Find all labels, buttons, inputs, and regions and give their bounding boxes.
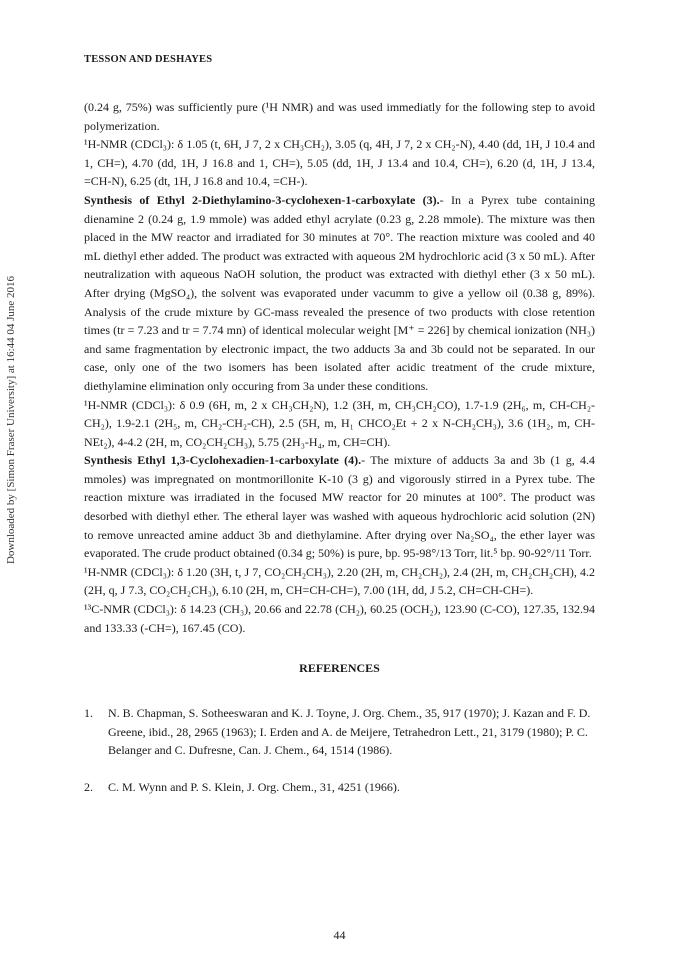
references-title: REFERENCES [299, 661, 380, 675]
references-list [84, 704, 595, 814]
reference-text: N. B. Chapman, S. Sotheeswaran and K. J. Toyne, J. Org. Chem., 35, 917 (1970); J. Kazan and F. D. Greene, ibid., 28, 2965 (1963); I. Erden and A. de Meijere, Tetrahedron Lett., 21, 3179 (1980); P. C. Belanger and C. Dufresne, Can. J. Chem., 64, 1514 (1986). [108, 706, 591, 758]
reference-number: 1. [84, 706, 93, 720]
download-note-text: Downloaded by [Simon Fraser University] at 16:44 04 June 2016 [5, 275, 17, 565]
paragraph-nmr-3: ¹H-NMR (CDCl₃): δ 0.9 (6H, m, 2 x CH₃CH₂N), 1.2 (3H, m, CH₃CH₂CO), 1.7-1.9 (2H₆, m, CH-CH₂-CH₂), 1.9-2.1 (2H₅, m, CH₂-CH₂-CH), 2.5 (5H, m, H₁ CHCO₂Et + 2 x N-CH₂CH₃), 3.6 (1H₂, m, CH-NEt₂), 4-4.2 (2H, m, CO₂CH₂CH₃), 5.75 (2H₃-H₄, m, CH=CH). [84, 397, 595, 449]
text-synthesis-3: - In a Pyrex tube containing dienamine 2 (0.24 g, 1.9 mmole) was added ethyl acrylate (0.23 g, 2.28 mmole). The mixture was then placed in the MW reactor and irradiated for 30 minutes at 70°. The reaction mixture was cooled and 40 mL diethyl ether added. The product was extracted with aqueous 2M hydrochloric acid (3 x 50 mL). After neutralization with aqueous NaOH solution, the product was extracted with diethyl ether (3 x 50 mL). After drying (MgSO₄), the solvent was evaporated under vacumm to give a yellow oil (0.38 g, 89%). Analysis of the crude mixture by GC-mass revealed the presence of two products with close retention times (tr = 7.23 and tr = 7.74 mn) of identical molecular weight [M⁺ = 226] by chemical ionization (NH₃) and same fragmentation by electronic impact, the two adducts 3a and 3b could not be separated. In our case, only one of the two isomers has been isolated after acidic treatment of the crude mixture, diethylamine elimination only occuring from 3a under these conditions. [84, 192, 596, 393]
paragraph-cnmr-4: ¹³C-NMR (CDCl₃): δ 14.23 (CH₃), 20.66 and 22.78 (CH₂), 60.25 (OCH₂), 123.90 (C-CO), 127.35, 132.94 and 133.33 (-CH=), 167.45 (CO). [84, 602, 595, 635]
reference-text: C. M. Wynn and P. S. Klein, J. Org. Chem., 31, 4251 (1966). [108, 779, 400, 794]
paragraph-hnmr-4: ¹H-NMR (CDCl₃): δ 1.20 (3H, t, J 7, CO₂CH₂CH₃), 2.20 (2H, m, CH₂CH₂), 2.4 (2H, m, CH₂CH₂CH), 4.2 (2H, q, J 7.3, CO₂CH₂CH₃), 6.10 (2H, m, CH=CH-CH=), 7.00 (1H, dd, J 5.2, CH=CH-CH=). [84, 564, 595, 598]
paragraph-nmr-dienamine: ¹H-NMR (CDCl₃): δ 1.05 (t, 6H, J 7, 2 x CH₃CH₂), 3.05 (q, 4H, J 7, 2 x CH₂-N), 4.40 (dd, 1H, J 10.4 and 1, CH=), 4.70 (dd, 1H, J 16.8 and 1, CH=), 5.05 (dd, 1H, J 13.4 and 10.4, CH=), 6.20 (d, 1H, J 13.4, =CH-N), 6.25 (dt, 1H, J 16.8 and 10.4, =CH-). [84, 137, 595, 189]
page-number: 44 [333, 928, 346, 942]
paragraph-yield: (0.24 g, 75%) was sufficiently pure (¹H NMR) and was used immediatly for the following step to avoid polymerization. [84, 100, 595, 133]
article-body [84, 98, 595, 637]
text-synthesis-4: - The mixture of adducts 3a and 3b (1 g, 4.4 mmoles) was impregnated on montmorillonite K-10 (3 g) and vigorously stirred in a Pyrex tube. The reaction mixture was irradiated in the focused MW reactor for 20 minutes at 100°. The product was desorbed with diethyl ether. The etheral layer was washed with aqueous hydrochloric acid solution (2N) to remove unreacted amine adduct 3b and diethylamine. After drying over Na₂SO₄, the ether layer was evaporated. The crude product obtained (0.34 g; 50%) is pure, bp. 95-98°/13 Torr, lit.⁵ bp. 90-92°/11 Torr. [84, 453, 595, 561]
download-note [2, 140, 20, 700]
reference-item [84, 778, 595, 797]
paragraph-synthesis-4 [84, 451, 595, 563]
running-head: TESSON AND DESHAYES [84, 54, 213, 65]
heading-synthesis-3: Synthesis of Ethyl 2-Diethylamino-3-cyclohexen-1-carboxylate (3). [84, 192, 440, 207]
reference-item [84, 704, 595, 760]
heading-synthesis-4: Synthesis Ethyl 1,3-Cyclohexadien-1-carboxylate (4). [84, 453, 362, 468]
paragraph-synthesis-3 [84, 191, 595, 396]
reference-number: 2. [84, 779, 93, 794]
